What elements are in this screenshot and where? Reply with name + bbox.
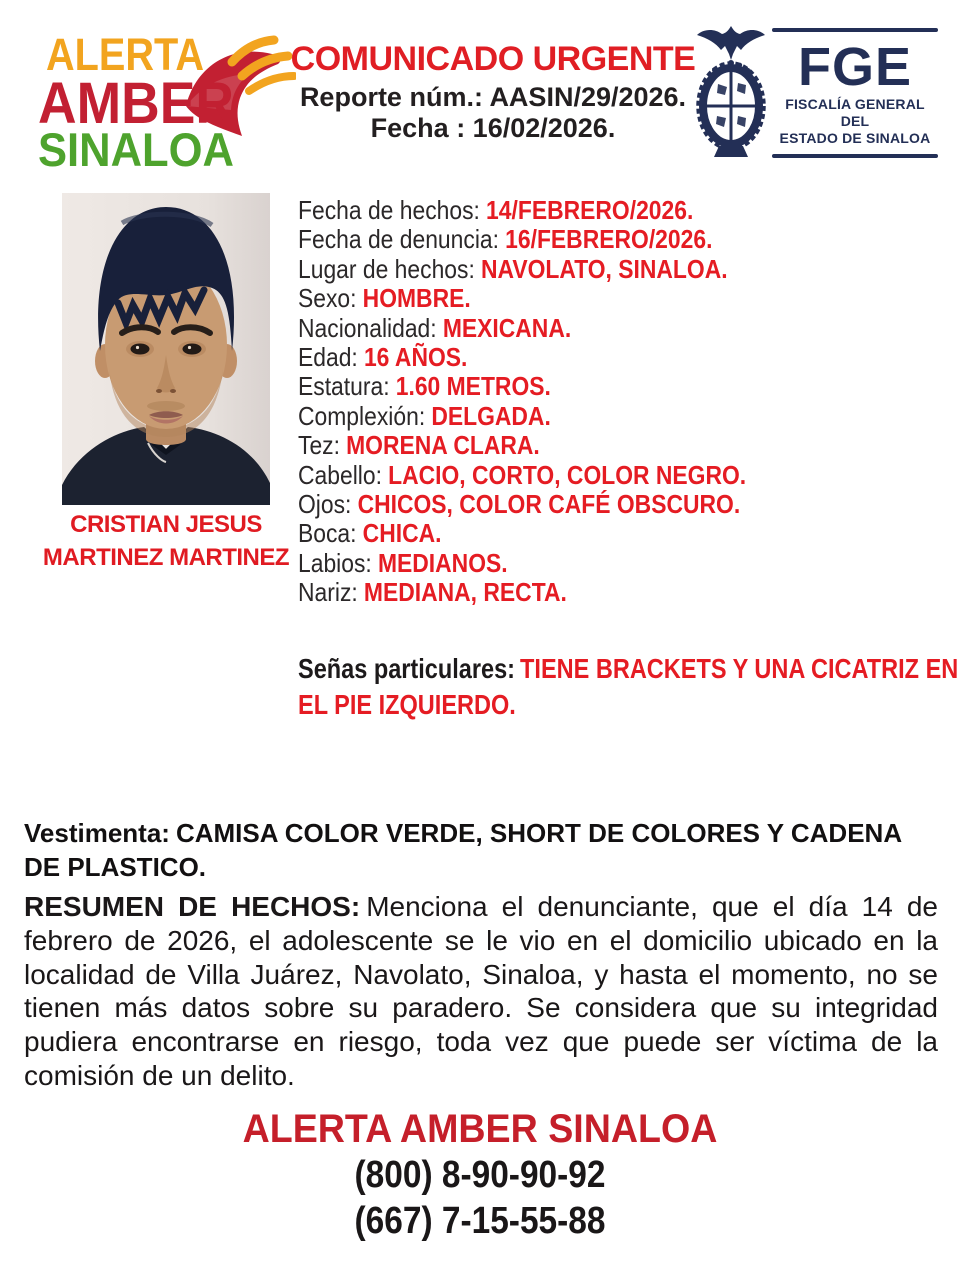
report-date: Fecha : 16/02/2026. (370, 113, 616, 143)
field-value: LACIO, CORTO, COLOR NEGRO. (388, 459, 747, 490)
field-value: MORENA CLARA. (346, 430, 540, 461)
report-number: Reporte núm.: AASIN/29/2026. (299, 82, 687, 112)
fge-org-line-2: ESTADO DE SINALOA (779, 130, 931, 146)
resumen-value: Menciona el denunciante, que el día 14 de febrero de 2026, el adolescente se le vio en el domicilio ubicado en la localidad de Villa Juárez, Navolato, Sinaloa, y hasta el momento, no se tienen más datos sobre su paradero. Se considera que su integridad pudiera encontrarse en riesgo, toda vez que puede ser víctima de la comisión de un delito. (24, 891, 938, 1091)
field-value: MEDIANA, RECTA. (363, 577, 567, 608)
vestimenta-label: Vestimenta: (24, 818, 170, 848)
fge-acronym: FGE (797, 37, 912, 97)
field-value: CHICOS, COLOR CAFÉ OBSCURO. (357, 489, 741, 520)
fge-org-line-1: FISCALÍA GENERAL DEL (785, 96, 925, 129)
fge-wordmark (772, 28, 938, 158)
field-label: Sexo: (298, 283, 357, 314)
field-estatura (298, 372, 949, 401)
logo-word-alerta: ALERTA (46, 29, 204, 80)
clothing-description (24, 816, 940, 884)
field-label: Labios: (298, 547, 372, 578)
missing-person-name (28, 508, 304, 574)
field-tez (298, 431, 949, 460)
field-label: Nacionalidad: (298, 312, 437, 343)
field-label: Tez: (298, 430, 340, 461)
field-value: 1.60 METROS. (395, 371, 551, 402)
field-fecha-hechos (298, 196, 949, 225)
field-label: Complexión: (298, 400, 426, 431)
field-value: MEXICANA. (442, 312, 572, 343)
urgent-header (283, 40, 703, 144)
field-complexion (298, 402, 949, 431)
field-fecha-denuncia (298, 225, 949, 254)
field-label: Boca: (298, 518, 357, 549)
resumen-label: RESUMEN DE HECHOS: (24, 891, 361, 922)
field-value: DELGADA. (431, 400, 551, 431)
logo-word-sinaloa: SINALOA (38, 123, 234, 174)
field-lugar-hechos (298, 255, 949, 284)
fge-crest-icon (692, 22, 770, 162)
field-value: NAVOLATO, SINALOA. (480, 253, 728, 284)
field-value: CHICA. (362, 518, 442, 549)
field-label: Estatura: (298, 371, 390, 402)
field-label: Lugar de hechos: (298, 253, 475, 284)
missing-person-photo (62, 193, 270, 505)
phone-number-667: (667) 7-15-55-88 (354, 1200, 606, 1242)
field-nariz (298, 578, 949, 607)
amber-alert-sinaloa-logo (36, 24, 296, 174)
field-sexo (298, 284, 949, 313)
senas-value: TIENE BRACKETS Y UNA CICATRIZ EN EL PIE IZQUIERDO. (298, 653, 959, 720)
phone-number-800: (800) 8-90-90-92 (354, 1154, 606, 1196)
case-summary (24, 890, 938, 1093)
field-label: Fecha de denuncia: (298, 224, 499, 255)
field-label: Edad: (298, 342, 358, 373)
field-boca (298, 519, 949, 548)
field-label: Nariz: (298, 577, 358, 608)
field-edad (298, 343, 949, 372)
field-value: HOMBRE. (362, 283, 471, 314)
footer-title: ALERTA AMBER SINALOA (242, 1107, 718, 1151)
field-label: Cabello: (298, 459, 382, 490)
field-nacionalidad (298, 314, 949, 343)
vestimenta-value: CAMISA COLOR VERDE, SHORT DE COLORES Y CADENA DE PLASTICO. (24, 818, 902, 882)
logo-word-amber: AMBER (38, 71, 234, 136)
name-line-2: MARTINEZ MARTINEZ (42, 544, 290, 571)
footer-contact (0, 1106, 960, 1244)
field-value: 16/FEBRERO/2026. (505, 224, 713, 255)
field-label: Ojos: (298, 489, 352, 520)
field-cabello (298, 461, 949, 490)
name-line-1: CRISTIAN JESUS (70, 511, 262, 538)
distinguishing-marks (298, 651, 960, 723)
person-details-list (298, 196, 949, 608)
field-labios (298, 549, 949, 578)
senas-label: Señas particulares: (298, 653, 516, 684)
fge-top-rule (772, 28, 938, 32)
field-value: MEDIANOS. (377, 547, 508, 578)
fge-bottom-rule (772, 154, 938, 158)
comunicado-title: COMUNICADO URGENTE (290, 40, 696, 78)
field-ojos (298, 490, 949, 519)
field-value: 16 AÑOS. (363, 342, 468, 373)
field-label: Fecha de hechos: (298, 195, 480, 225)
field-value: 14/FEBRERO/2026. (486, 195, 694, 225)
